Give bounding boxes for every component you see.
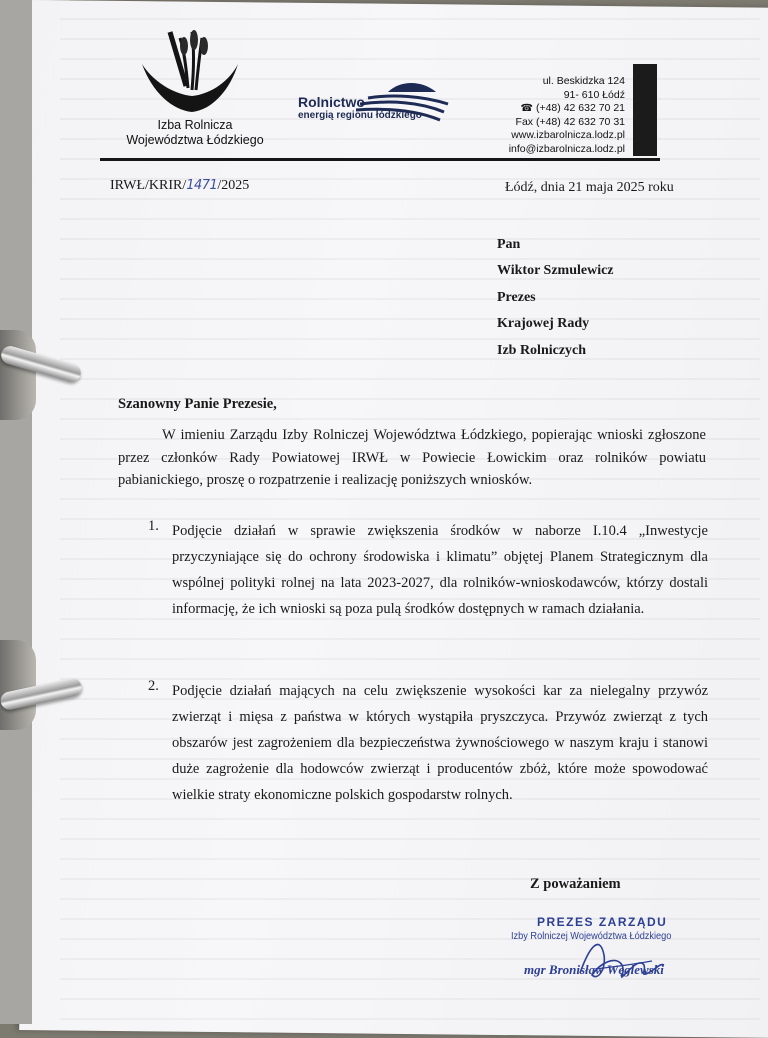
punch-hole-lower (0, 640, 36, 730)
stamp-name: mgr Bronisław Węglewski (524, 962, 664, 977)
recipient-line: Krajowej Rady (497, 316, 590, 332)
item-text: Podjęcie działań mających na celu zwiększenie wysokości kar za nielegalny przywóz zwierząt i mięsa z państwa w których wystąpiła pryszczyca. Przywóz zwierząt z tych obszarów jest zagrożeniem dla bezpieczeństwa żywnościowego w naszym kraju i stanowi duże zagrożenie dla hodowców zwierząt i producentów zbóż, które może spowodować wielkie straty ekonomiczne polskich gospodarstw rolnych. (172, 683, 708, 803)
contact-fax: Fax (+48) 42 632 70 31 (515, 115, 625, 128)
place-date: Łódź, dnia 21 maja 2025 roku (505, 180, 674, 195)
contact-block (470, 75, 625, 157)
reference-number (110, 178, 249, 194)
item-number: 1. (148, 518, 159, 534)
brand-title: Rolnictwo (298, 94, 365, 110)
closing: Z poważaniem (530, 876, 621, 892)
punch-hole-upper (0, 330, 36, 420)
contact-email: info@izbarolnicza.lodz.pl (508, 142, 625, 155)
recipient-line: Prezes (497, 289, 536, 305)
phone-icon: ☎ (520, 103, 533, 115)
recipient-block (497, 232, 614, 364)
intro-paragraph: W imieniu Zarządu Izby Rolniczej Województwa Łódzkiego, popierając wnioski zgłoszone przez członków Rady Powiatowej IRWŁ w Powiecie Łowickim oraz rolników powiatu pabianickiego, proszę o rozpatrzenie i realizację poniższych wniosków. (118, 427, 706, 488)
contact-phone: (+48) 42 632 70 21 (535, 102, 625, 115)
reference-prefix: IRWŁ/KRIR/ (110, 178, 187, 193)
letterhead-dark-bar (633, 64, 657, 156)
wheat-logo-icon (140, 28, 240, 118)
reference-handwritten-number: 1471 (186, 178, 218, 193)
org-name-line1: Izba Rolnicza (157, 118, 233, 132)
contact-www: www.izbarolnicza.lodz.pl (511, 129, 625, 142)
stamp-organization: Izby Rolniczej Województwa Łódzkiego (511, 931, 672, 942)
recipient-line: Izb Rolniczych (497, 342, 587, 358)
request-item (148, 518, 708, 622)
contact-postal: 91- 610 Łódź (563, 88, 625, 101)
org-name-line2: Województwa Łódzkiego (126, 133, 264, 147)
handwritten-signature (560, 925, 670, 995)
brand-subtitle: energią regionu łódzkiego (298, 110, 422, 121)
salutation: Szanowny Panie Prezesie, (118, 396, 277, 412)
request-item (148, 678, 708, 808)
reference-suffix: /2025 (217, 178, 250, 193)
contact-street: ul. Beskidzka 124 (542, 75, 625, 87)
item-text: Podjęcie działań w sprawie zwiększenia środków w naborze I.10.4 „Inwestycje przyczyniające się do ochrony środowiska i klimatu” objętej Planem Strategicznym dla wspólnej polityki rolnej na lata 2023-2027, dla rolników-wnioskodawców, którzy dostali informację, że ich wnioski są poza pulą środków dostępnych w ramach działania. (172, 523, 708, 617)
contact-phone-line (470, 102, 625, 116)
organization-name (120, 118, 270, 148)
recipient-line: Wiktor Szmulewicz (497, 263, 614, 279)
letterhead-divider (100, 158, 660, 161)
stamp-title: PREZES ZARZĄDU (537, 915, 668, 929)
item-number: 2. (148, 678, 159, 694)
recipient-line: Pan (497, 237, 521, 252)
binder-spine (0, 0, 32, 1024)
